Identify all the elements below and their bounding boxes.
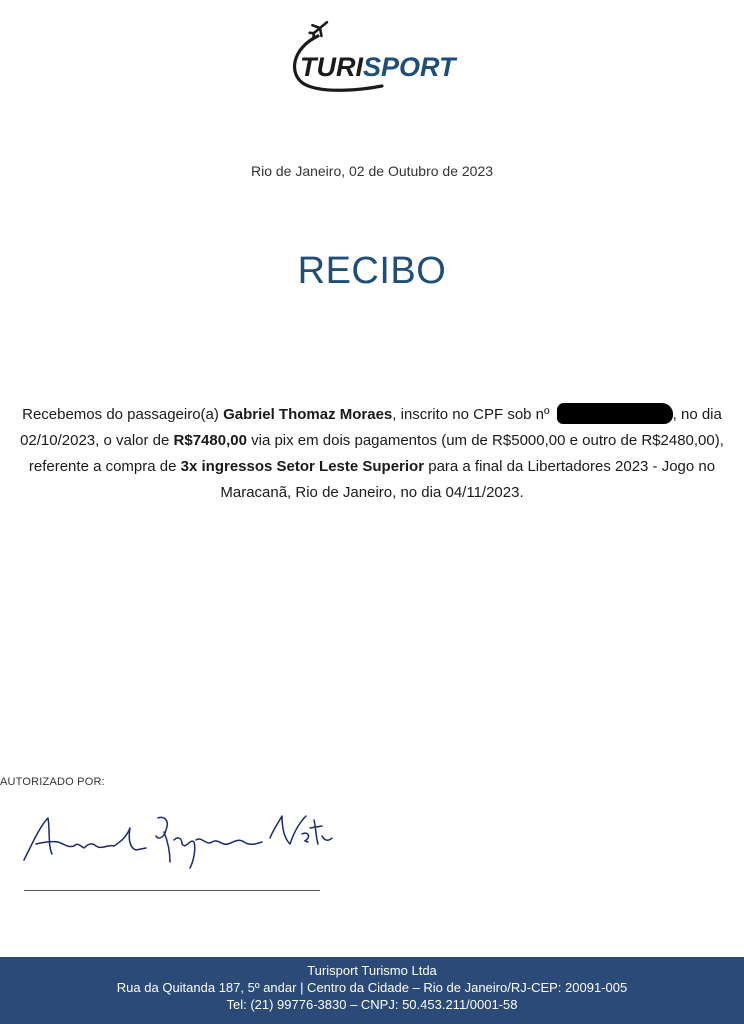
signature-line: [24, 890, 320, 891]
signature: [18, 808, 338, 874]
authorized-by-label: AUTORIZADO POR:: [0, 776, 105, 788]
body-text-4: via pix em dois pagamentos (um de R$5000,00 e outro de R$2480,00), referente a compra de: [28, 432, 724, 475]
footer-contact: Tel: (21) 99776-3830 – CNPJ: 50.453.211/0001-58: [226, 997, 518, 1012]
body-text-1: Recebemos do passageiro(a): [22, 406, 224, 423]
company-logo: [282, 14, 462, 98]
body-text-3: , no dia 02/10/2023, o valor de: [20, 406, 722, 449]
body-text-5: para a final da Libertadores 2023 - Jogo no Maracanã, Rio de Janeiro, no dia 04/11/2023.: [220, 458, 716, 501]
passenger-name: Gabriel Thomaz Moraes: [223, 406, 393, 423]
logo-text-turi: TURI: [300, 52, 363, 82]
receipt-body: [10, 402, 734, 506]
page-title: RECIBO: [297, 250, 447, 292]
amount-value: R$7480,00: [173, 432, 247, 449]
issue-date: Rio de Janeiro, 02 de Outubro de 2023: [250, 163, 494, 179]
body-text-2: , inscrito no CPF sob nº: [392, 406, 554, 423]
footer-company-name: Turisport Turismo Ltda: [307, 963, 437, 978]
footer: [0, 957, 744, 1024]
logo-text-sport: SPORT: [363, 52, 456, 82]
cpf-redaction: [557, 403, 673, 424]
tickets-description: 3x ingressos Setor Leste Superior: [180, 458, 425, 475]
footer-address: Rua da Quitanda 187, 5º andar | Centro da Cidade – Rio de Janeiro/RJ-CEP: 20091-005: [116, 980, 628, 995]
svg-text:TURISPORT: [300, 52, 458, 82]
